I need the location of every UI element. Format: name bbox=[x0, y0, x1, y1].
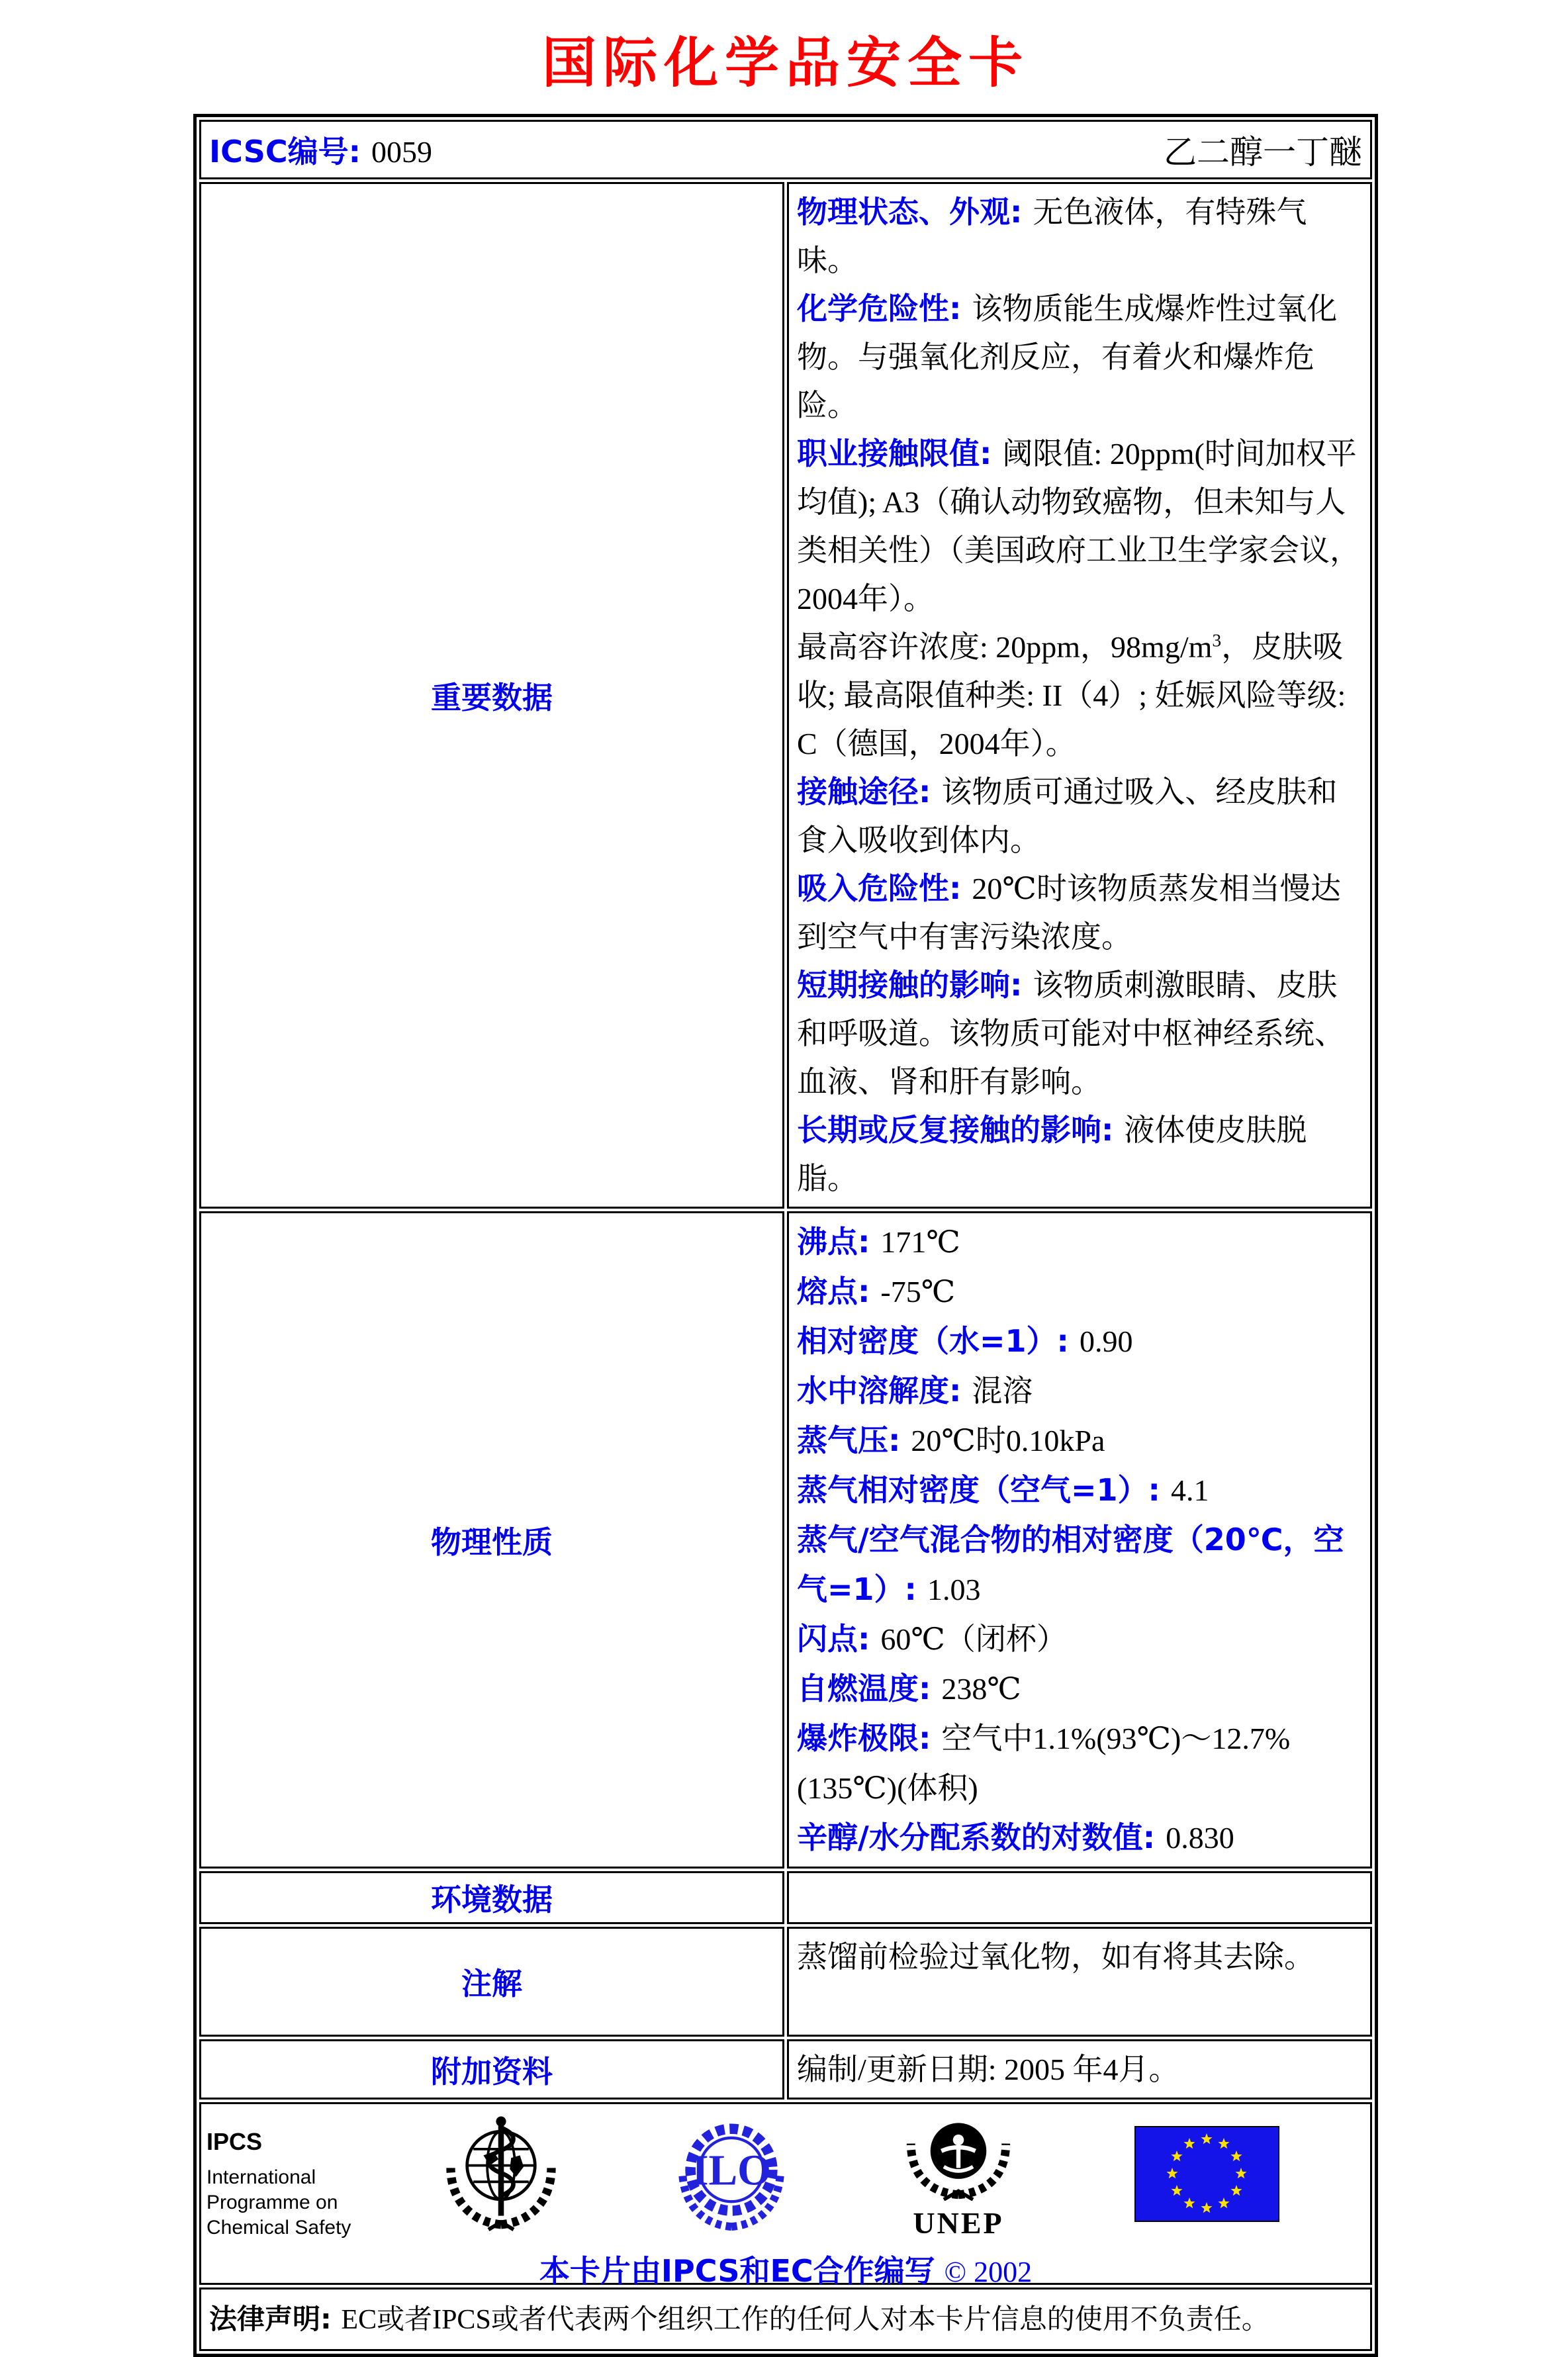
paragraph: 辛醇/水分配系数的对数值: 0.830 bbox=[797, 1820, 1234, 1855]
footer-caption bbox=[201, 2247, 1370, 2291]
paragraph: 蒸气相对密度（空气=1）: 4.1 bbox=[797, 1472, 1209, 1508]
paragraph: 编制/更新日期: 2005 年4月。 bbox=[797, 2053, 1179, 2086]
paragraph: 蒸气/空气混合物的相对密度（20℃，空气=1）: 1.03 bbox=[797, 1522, 1344, 1607]
header-row bbox=[199, 120, 1372, 179]
paragraph: 最高容许浓度: 20ppm，$98mg/m^3$，皮肤吸收; 最高限值种类: II（4）; 妊娠风险等级: C（德国，2004年）。 bbox=[797, 629, 1346, 761]
chemical-name: 乙二醇一丁醚 bbox=[1164, 134, 1362, 171]
ipcs-text-block bbox=[207, 2128, 418, 2241]
paragraph: 沸点: 171℃ bbox=[797, 1224, 960, 1260]
paragraph: 相对密度（水=1）: 0.90 bbox=[797, 1323, 1133, 1359]
icsc-card-table bbox=[193, 114, 1378, 2357]
paragraph: 物理状态、外观: 无色液体，有特殊气味。 bbox=[797, 194, 1307, 277]
row-additional-info bbox=[199, 2039, 1372, 2100]
paragraph: 法律声明: EC或者IPCS或者代表两个组织工作的任何人对本卡片信息的使用不负责任。 bbox=[209, 2302, 1269, 2335]
row-logos bbox=[199, 2102, 1372, 2285]
header-cell bbox=[199, 120, 1372, 179]
unep-logo-block bbox=[898, 2111, 1019, 2241]
who-logo-icon bbox=[438, 2112, 564, 2234]
unep-label: UNEP bbox=[913, 2206, 1004, 2240]
paragraph: 蒸气压: 20℃时0.10kPa bbox=[797, 1422, 1105, 1458]
icsc-number-group bbox=[209, 128, 432, 171]
section-content-environmental-data bbox=[787, 1871, 1372, 1924]
section-label-environmental-data: 环境数据 bbox=[199, 1871, 784, 1924]
unep-logo-icon bbox=[898, 2111, 1019, 2201]
paragraph: 熔点: -75℃ bbox=[797, 1273, 956, 1309]
paragraph: 蒸馏前检验过氧化物，如有将其去除。 bbox=[797, 1940, 1314, 1974]
section-label-notes: 注解 bbox=[199, 1927, 784, 2037]
row-physical-properties bbox=[199, 1211, 1372, 1869]
section-label-important-data: 重要数据 bbox=[199, 182, 784, 1209]
section-content-additional-info bbox=[787, 2039, 1372, 2100]
paragraph: 接触途径: 该物质可通过吸入、经皮肤和食入吸收到体内。 bbox=[797, 774, 1338, 857]
paragraph: 爆炸极限: 空气中1.1%(93℃)～12.7%(135℃)(体积) bbox=[797, 1720, 1291, 1805]
paragraph: 水中溶解度: 混溶 bbox=[797, 1373, 1033, 1409]
footer-copyright: © 2002 bbox=[944, 2256, 1033, 2288]
ilo-monogram-text: ILO bbox=[692, 2147, 771, 2195]
icsc-number-label: ICSC编号: bbox=[209, 134, 361, 169]
footer-logos-cell bbox=[199, 2102, 1372, 2289]
eu-flag-icon bbox=[1134, 2126, 1279, 2222]
ilo-logo-icon bbox=[672, 2117, 790, 2231]
icsc-number-value: 0059 bbox=[371, 135, 433, 169]
paragraph: 自燃温度: 238℃ bbox=[797, 1671, 1021, 1706]
page-title: 国际化学品安全卡 bbox=[541, 32, 1029, 95]
paragraph: 长期或反复接触的影响: 液体使皮肤脱脂。 bbox=[797, 1112, 1307, 1195]
paragraph: 化学危险性: 该物质能生成爆炸性过氧化物。与强氧化剂反应，有着火和爆炸危险。 bbox=[797, 291, 1338, 422]
paragraph: 职业接触限值: 阈限值: 20ppm(时间加权平均值); A3（确认动物致癌物，但未知与人类相关性）（美国政府工业卫生学家会议，2004年）。 bbox=[797, 436, 1360, 616]
paragraph: 吸入危险性: 20℃时该物质蒸发相当慢达到空气中有害污染浓度。 bbox=[797, 870, 1341, 954]
section-content-physical-properties bbox=[787, 1211, 1372, 1869]
row-important-data bbox=[199, 182, 1372, 1209]
footer-caption-text: 本卡片由IPCS和EC合作编写 bbox=[539, 2253, 935, 2289]
ipcs-title: IPCS bbox=[207, 2128, 263, 2155]
section-content-important-data bbox=[787, 182, 1372, 1209]
section-label-physical-properties: 物理性质 bbox=[199, 1211, 784, 1869]
row-environmental-data bbox=[199, 1871, 1372, 1924]
paragraph: 短期接触的影响: 该物质刺激眼睛、皮肤和呼吸道。该物质可能对中枢神经系统、血液、肾和肝有影响。 bbox=[797, 967, 1345, 1099]
section-label-additional-info: 附加资料 bbox=[199, 2039, 784, 2100]
section-content-notes bbox=[787, 1927, 1372, 2037]
ipcs-line-1: International bbox=[207, 2166, 316, 2188]
row-legal bbox=[199, 2288, 1372, 2351]
paragraph: 闪点: 60℃（闭杯） bbox=[797, 1621, 1067, 1657]
legal-notice-cell bbox=[199, 2288, 1372, 2351]
row-notes bbox=[199, 1927, 1372, 2037]
ipcs-line-2: Programme on bbox=[207, 2192, 338, 2213]
ipcs-line-3: Chemical Safety bbox=[207, 2217, 351, 2239]
